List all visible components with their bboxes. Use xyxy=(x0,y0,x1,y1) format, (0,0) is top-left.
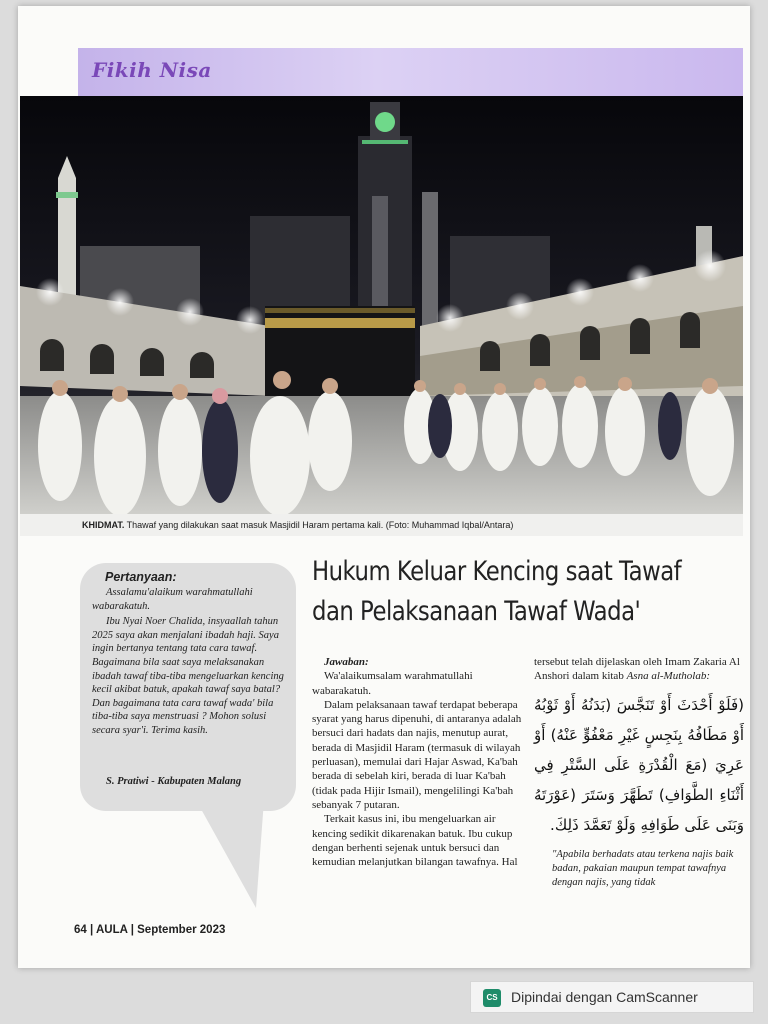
answer-paragraph: Dalam pelaksanaan tawaf terdapat beberapa syarat yang harus dipenuhi, di antaranya adalah bersuci dari hadats dan najis, menutup aurat, berada di Masjidil Haram (termasuk di wilayah perluasan), memulai dari Hajar Aswad, Ka'bah berada di sebelah kiri, berada di luar Ka'bah (tidak pada Hijir Ismail), mengelilingi Ka'bah sebanyak 7 putaran. xyxy=(312,698,522,811)
question-label: Pertanyaan: xyxy=(105,570,177,584)
footer-separator: | xyxy=(90,924,94,936)
quote-translation: "Apabila berhadats atau terkena najis baik badan, pakaian maupun tempat tawafnya dengan najis, yang tidak xyxy=(552,848,734,888)
camscanner-watermark xyxy=(470,981,754,1013)
question-text xyxy=(92,586,284,740)
answer-column-1 xyxy=(312,655,522,869)
page-number: 64 xyxy=(74,924,87,936)
page-footer xyxy=(74,924,225,936)
headline-line: dan Pelaksanaan Tawaf Wada' xyxy=(312,596,641,627)
question-paragraph: Ibu Nyai Noer Chalida, insyaallah tahun 2025 saya akan menjalani ibadah haji. Saya ingin bertanya tentang tata cara tawaf. Bagaimana bila saat saya melaksanakan ibadah tawaf tiba-tiba mengeluarkan kencing kecil akibat batuk, apakah tawaf saya batal? Dan bagaimana tata cara tawaf wada' bila tiba-tiba saya menstruasi ? Mohon solusi secara syar'i. Terima kasih. xyxy=(92,616,284,736)
question-paragraph: Assalamu'alaikum warahmatullahi wabarakatuh. xyxy=(92,587,253,612)
photo-caption xyxy=(20,514,743,536)
question-signature: S. Pratiwi - Kabupaten Malang xyxy=(106,776,242,787)
article-headline xyxy=(312,552,690,632)
section-band xyxy=(78,48,743,96)
book-title: Asna al-Mutholab: xyxy=(626,670,710,683)
kaaba-photo xyxy=(20,96,743,514)
headline-line: Hukum Keluar Kencing saat Tawaf xyxy=(312,556,682,587)
caption-text: Thawaf yang dilakukan saat masuk Masjidil Haram pertama kali. (Foto: Muhammad Iqbal/Antara) xyxy=(126,520,514,530)
issue-date: September 2023 xyxy=(137,924,226,936)
camscanner-icon: CS xyxy=(483,989,501,1007)
watermark-text: Dipindai dengan CamScanner xyxy=(511,989,698,1005)
answer-label: Jawaban: xyxy=(324,656,369,668)
bubble-tail xyxy=(192,800,272,910)
answer-column-2 xyxy=(534,655,744,890)
answer-paragraph: Terkait kasus ini, ibu mengeluarkan air kencing sedikit dikarenakan batuk. Ibu cukup dengan berhenti sejenak untuk bersuci dan kemudian melanjutkan bilangan tawafnya. Hal xyxy=(312,813,518,869)
answer-paragraph xyxy=(534,655,744,684)
footer-separator: | xyxy=(130,924,134,936)
magazine-name: AULA xyxy=(96,924,128,936)
caption-label: KHIDMAT. xyxy=(82,520,125,530)
answer-paragraph: Wa'alaikumsalam warahmatullahi wabarakatuh. xyxy=(312,670,473,697)
book-intro: tersebut telah dijelaskan oleh Imam Zakaria Al Anshori dalam kitab xyxy=(534,656,740,683)
arabic-quote: (فَلَوْ أَحْدَثَ أَوْ تَنَجَّسَ (بَدَنُهُ أَوْ ثَوْبُهُ أَوْ مَطَافُهُ بِنَجِسٍ غَيْرِ مَعْفُوٍّ عَنْهُ) أَوْ عَرِيَ (مَعَ الْقُدْرَةِ عَلَى السَّتْرِ فِي أَثْنَاءِ الطَّوَافِ) تَطَهَّرَ وَسَتَرَ (عَوْرَتَهُ وَبَنَى عَلَى طَوَافِهِ وَلَوْ تَعَمَّدَ ذَلِكَ. xyxy=(534,695,744,834)
section-title: Fikih Nisa xyxy=(92,58,212,82)
